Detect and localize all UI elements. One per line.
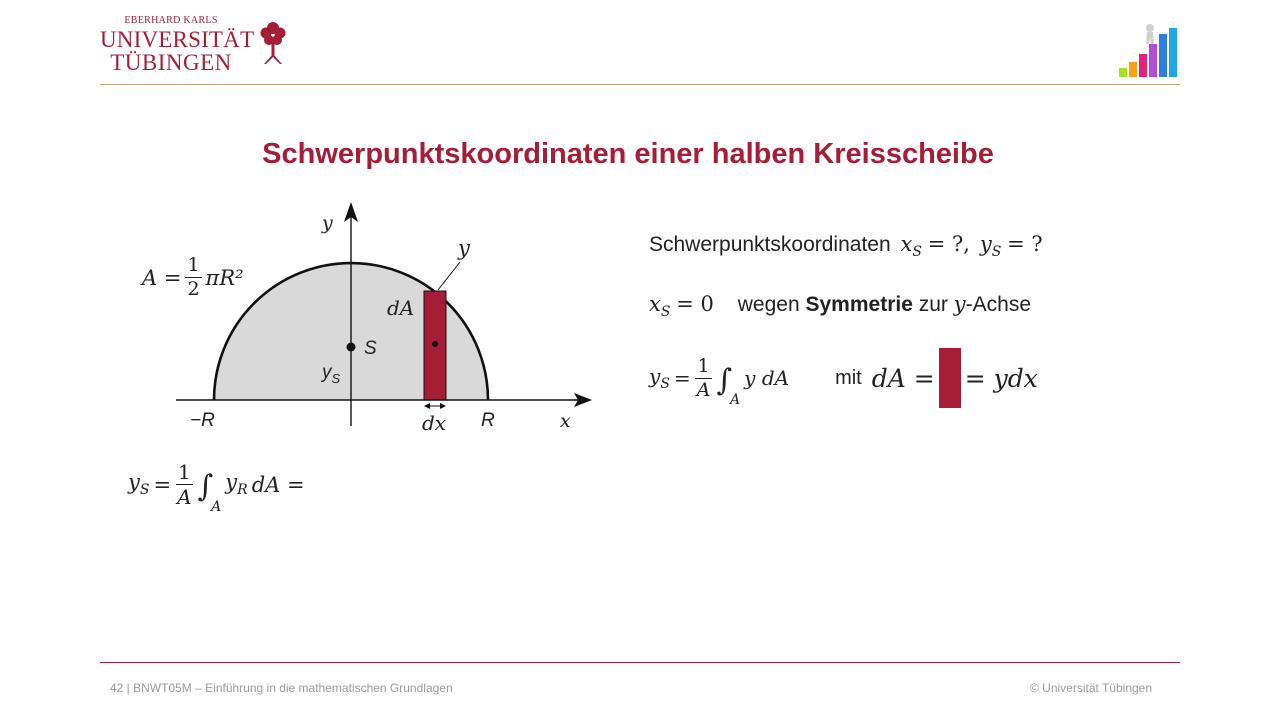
lf-lhs	[128, 470, 149, 498]
r3-strip-icon	[939, 348, 961, 408]
centroid-S-label: S	[364, 338, 377, 359]
lf-integrand-main: y	[225, 470, 238, 495]
r2-zur: zur	[918, 293, 948, 316]
logo-top-line: EBERHARD KARLS	[124, 15, 218, 26]
logo-line-2: TÜBINGEN	[110, 50, 232, 75]
R-label: R	[481, 410, 495, 431]
area-formula-rhs: πR²	[205, 265, 244, 290]
strip-height-leader	[438, 262, 460, 290]
dx-label: dx	[422, 411, 447, 435]
r2-achse: -Achse	[965, 293, 1031, 316]
r1-xs: x	[900, 232, 913, 256]
r3-fraction-den: A	[696, 378, 711, 401]
yS-label-main: y	[322, 362, 332, 383]
r1-ys-sub: S	[991, 244, 1002, 261]
r1-q1: = ?,	[927, 232, 970, 256]
lf-fraction-num: 1	[177, 460, 191, 484]
dx-arrow-left	[424, 403, 430, 409]
footer-copyright: © Universität Tübingen	[1030, 681, 1153, 695]
r1-text: Schwerpunktskoordinaten	[649, 233, 891, 256]
logo-line-1: UNIVERSITÄT	[100, 27, 255, 52]
lf-tail: dA =	[251, 472, 305, 497]
right-line-3	[649, 348, 1038, 408]
r2-y: y	[953, 292, 966, 316]
r3-integral-sign: ∫	[716, 362, 733, 398]
area-formula	[142, 256, 244, 299]
dA-label: dA	[387, 296, 415, 320]
footer-divider	[100, 662, 1180, 663]
right-line-2	[649, 292, 1031, 320]
r2-eq: = 0	[676, 292, 714, 316]
r3-eq: =	[673, 366, 691, 390]
r3-fraction-num: 1	[697, 354, 710, 377]
r2-xs-sub: S	[660, 304, 671, 321]
footer-slide-info: 42 | BNWT05M – Einführung in die mathematischen Grundlagen	[110, 681, 453, 695]
r3-dA: dA =	[871, 363, 935, 393]
r1-q2: = ?	[1007, 232, 1043, 256]
area-formula-fraction	[185, 256, 201, 299]
lf-integrand-sub: R	[237, 482, 248, 499]
lf-eq: =	[153, 472, 172, 497]
minus-R-label: −R	[190, 410, 215, 431]
r3-ys: y	[649, 364, 661, 388]
lf-fraction	[175, 462, 193, 507]
r1-xs-sub: S	[912, 244, 922, 261]
r3-ys-sub: S	[660, 376, 670, 392]
r3-mit: mit	[835, 366, 862, 389]
lf-integral-sign: ∫	[197, 469, 214, 504]
area-fraction-den: 2	[187, 278, 200, 300]
y-axis-label: y	[322, 212, 333, 234]
r3-integral-sub: A	[730, 392, 741, 408]
r3-integrand: y dA	[744, 366, 790, 390]
area-formula-lhs: A =	[142, 265, 182, 290]
right-line-1	[649, 232, 1043, 260]
r3-ydx: = ydx	[964, 363, 1038, 393]
slide-title: Schwerpunktskoordinaten einer halben Kreisscheibe	[262, 138, 994, 170]
left-centroid-formula	[128, 460, 305, 515]
yS-label	[322, 362, 340, 386]
lf-lhs-sub: S	[139, 482, 150, 499]
lf-fraction-den: A	[177, 485, 192, 509]
r2-wegen: wegen	[737, 293, 800, 316]
strip-centroid-dot	[432, 341, 438, 347]
x-axis-label: x	[560, 410, 571, 432]
area-fraction-num: 1	[187, 254, 200, 276]
lf-lhs-main: y	[128, 470, 140, 495]
r2-symmetrie: Symmetrie	[805, 293, 913, 316]
dx-arrow-right	[440, 403, 446, 409]
centroid-S-dot	[347, 343, 356, 352]
r1-ys: y	[979, 232, 992, 256]
strip-height-label: y	[458, 236, 470, 260]
r2-xs: x	[649, 292, 661, 316]
r3-fraction	[695, 354, 713, 401]
lf-integral-sub: A	[211, 498, 222, 515]
lf-integrand	[225, 470, 247, 498]
yS-label-sub: S	[331, 370, 341, 386]
